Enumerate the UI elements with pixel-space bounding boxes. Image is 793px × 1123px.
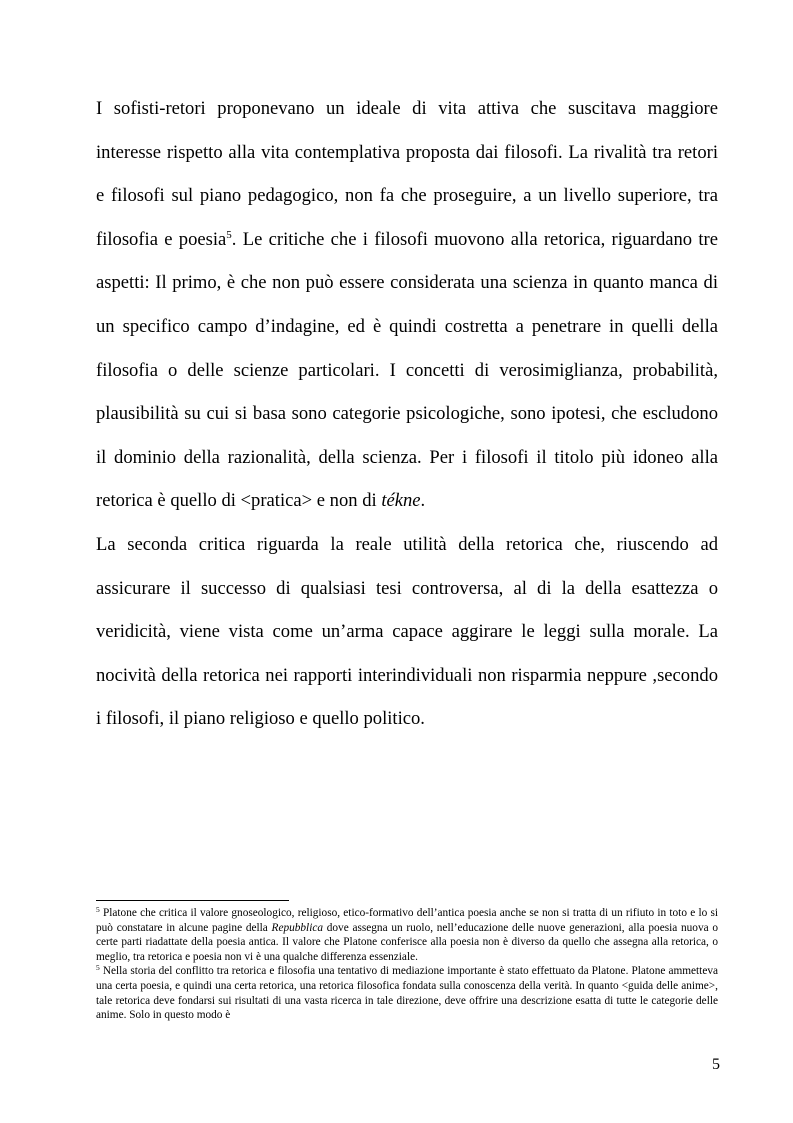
footnote-2-mark: 5: [96, 963, 100, 973]
paragraph-2: La seconda critica riguarda la reale utilità della retorica che, riuscendo ad assicurare il successo di qualsiasi tesi controversa, al di la della esattezza o veridicità, viene vista come un’arma capace aggirare le leggi sulla morale. La nocività della retorica nei rapporti interindividuali non risparmia neppure ,secondo i filosofi, il piano religioso e quello politico.: [96, 533, 718, 730]
footnote-2-text: Nella storia del conflitto tra retorica e filosofia una tentativo di mediazione importante è stato effettuato da Platone. Platone ammetteva una certa poesia, e quindi una certa retorica, una retorica filosofica fondata sulla conoscenza della verità. In quanto <guida delle anime>, tale retorica deve fondarsi sui risultati di una vasta ricerca in tale direzione, deve offrire una descrizione esatta di tutte le categorie delle anime. Solo in questo modo è: [96, 965, 718, 1022]
paragraph-1: [96, 87, 718, 523]
footnote-separator: [96, 900, 289, 901]
footnote-2: [96, 964, 718, 1022]
footnote-reference: 5: [226, 228, 232, 241]
paragraph-1-text-b: . Le critiche che i filosofi muovono alla retorica, riguardano tre aspetti: Il primo, è che non può essere considerata una scienza in quanto manca di un specifico campo d’indagine, ed è quindi costretta a penetrare in quelli della filosofia o delle scienze particolari. I concetti di verosimiglianza, probabilità, plausibilità su cui si basa sono categorie psicologiche, sono ipotesi, che escludono il dominio della razionalità, della scienza. Per i filosofi il titolo più idoneo alla retorica è quello di <pratica> e non di: [96, 228, 718, 512]
footnotes: [96, 906, 718, 1023]
paragraph-1-text-a: I sofisti-retori proponevano un ideale di vita attiva che suscitava maggiore interesse rispetto alla vita contemplativa proposta dai filosofi. La rivalità tra retori e filosofi sul piano pedagogico, non fa che proseguire, a un livello superiore, tra filosofia e poesia: [96, 98, 718, 250]
footnote-1-mark: 5: [96, 905, 100, 914]
footnote-1-italic: Repubblica: [271, 921, 323, 934]
footnote-1: [96, 906, 718, 964]
footnote-1-text-a: Platone che critica il valore gnoseologico, religioso, etico-formativo dell’antica poesia anche se non si tratta di un rifiuto in toto e lo si può constatare in alcune pagine della: [96, 907, 718, 934]
body-text: [96, 87, 718, 741]
footnote-1-text-b: dove assegna un ruolo, nell’educazione delle nuove generazioni, alla poesia nuova o certe parti riadattate della poesia antica. Il valore che Platone conferisce alla poesia non è diverso da quello che assegna alla retorica, o meglio, tra retorica e poesia non vi è una qualche differenza essenziale.: [96, 921, 719, 963]
italic-term: tékne: [381, 490, 421, 512]
paragraph-1-text-c: .: [420, 490, 426, 512]
page-number: 5: [712, 1056, 720, 1073]
